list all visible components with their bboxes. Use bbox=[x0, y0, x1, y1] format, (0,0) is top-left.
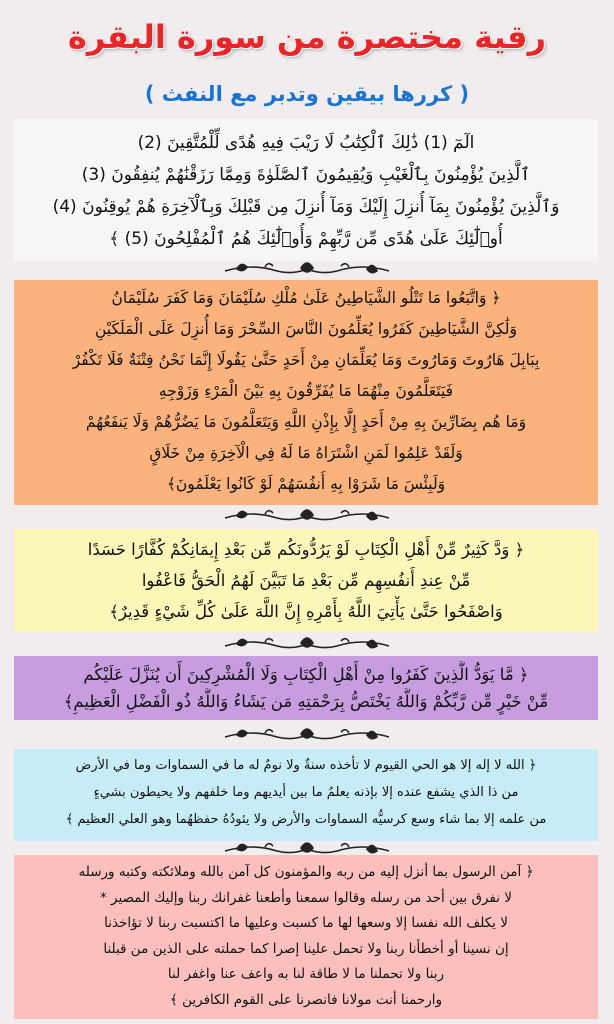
verse-line: ﴿ الله لا إله إلا هو الحي القيوم لا تأخذه سنةٌ ولا نومٌ له ما في السماوات وما في الأرض bbox=[75, 758, 537, 773]
floral-divider-icon bbox=[217, 506, 397, 526]
verse-line: وَمَا هُم بِضَارِّينَ بِهِ مِنْ أَحَدٍ إِلَّا بِإِذْنِ اللَّهِ وَيَتَعَلَّمُونَ مَا يَضُرُّهُمْ وَلَا يَنفَعُهُمْ bbox=[85, 413, 527, 431]
verse-line: ٱلَّذِينَ يُؤْمِنُونَ بِٱلْغَيْبِ وَيُقِيمُونَ ٱلصَّلَوٰةَ وَمِمَّا رَزَقْنَٰهُمْ يُنفِقُونَ (3) bbox=[81, 165, 531, 185]
verse-line: مِّنْ خَيْرٍ مِّن رَّبِّكُمْ وَاللَّهُ يَخْتَصُّ بِرَحْمَتِهِ مَن يَشَاءُ وَاللَّهُ ذُو الْفَضْلِ الْعَظِيمِ﴾ bbox=[63, 692, 549, 711]
verses-panel-1 bbox=[14, 119, 598, 261]
verse-line: وَٱلَّذِينَ يُؤْمِنُونَ بِمَآ أُنزِلَ إِلَيْكَ وَمَآ أُنزِلَ مِن قَبْلِكَ وَبِٱلْآخِرَةِ هُمْ يُوقِنُونَ (4) bbox=[52, 197, 560, 217]
verse-line: لا يكلف الله نفسا إلا وسعها لها ما كسبت وعليها ما اكتسبت ربنا لا تؤاخذنا bbox=[104, 915, 508, 931]
page-title: رقية مختصرة من سورة البقرة bbox=[68, 18, 546, 56]
floral-divider-icon bbox=[217, 725, 397, 745]
verse-line: أُو۟لَٰٓئِكَ عَلَىٰ هُدًى مِّن رَّبِّهِمْ وَأُو۟لَٰٓئِكَ هُمُ ٱلْمُفْلِحُونَ (5) ﴾ bbox=[109, 229, 503, 249]
floral-divider-icon bbox=[217, 259, 397, 279]
verse-line: ﴿ مَّا يَوَدُّ الَّذِينَ كَفَرُوا مِنْ أَهْلِ الْكِتَابِ وَلَا الْمُشْرِكِينَ أَن يُنَزَّلَ عَلَيْكُم bbox=[83, 665, 529, 684]
page-subtitle: ( كررها بيقين وتدبر مع النفث ) bbox=[144, 82, 470, 106]
verse-line: ربنا ولا تحملنا ما لا طاقة لنا به واعف عنا واغفر لنا bbox=[167, 966, 445, 982]
verse-line: وَلَقَدْ عَلِمُوا لَمَنِ اشْتَرَاهُ مَا لَهُ فِي الْآخِرَةِ مِنْ خَلَاقٍ bbox=[149, 444, 463, 462]
verses-panel-4 bbox=[14, 656, 598, 720]
verses-panel-2 bbox=[14, 280, 598, 505]
verse-line: وَلَبِئْسَ مَا شَرَوْا بِهِ أَنفُسَهُمْ لَوْ كَانُوا يَعْلَمُونَ﴾ bbox=[166, 475, 446, 493]
floral-divider-icon bbox=[217, 634, 397, 654]
verse-line: وَاصْفَحُوا حَتَّىٰ يَأْتِيَ اللَّهُ بِأَمْرِهِ إِنَّ اللَّهَ عَلَىٰ كُلِّ شَيْءٍ قَدِيرٌ﴾ bbox=[109, 602, 503, 621]
verses-panel-3 bbox=[14, 529, 598, 632]
verse-line: إن نسينا أو أخطأنا ربنا ولا تحمل علينا إصرا كما حملته على الذين من قبلنا bbox=[103, 940, 509, 957]
verse-line: ﴿ آمن الرسول بما أنزل إليه من ربه والمؤمنون كل آمن بالله وملائكته وكتبه ورسله bbox=[78, 864, 534, 880]
verses-panel-closing bbox=[14, 855, 598, 1019]
verse-line: ﴿ وَدَّ كَثِيرٌ مِّنْ أَهْلِ الْكِتَابِ لَوْ يَرُدُّونَكُم مِّن بَعْدِ إِيمَانِكُمْ كُفَّارًا حَسَدًا bbox=[87, 540, 525, 559]
verse-line: فَيَتَعَلَّمُونَ مِنْهُمَا مَا يُفَرِّقُونَ بِهِ بَيْنَ الْمَرْءِ وَزَوْجِهِ bbox=[158, 382, 454, 400]
verse-line: من ذا الذي يشفع عنده إلا بإذنه يعلمُ ما بين أيديهم وما خلفهم ولا يحيطون بشيءٍ bbox=[93, 785, 519, 800]
verse-line: ﴿ وَاتَّبَعُوا مَا تَتْلُو الشَّيَاطِينُ عَلَىٰ مُلْكِ سُلَيْمَانَ وَمَا كَفَرَ سُلَيْمَانُ bbox=[111, 289, 501, 307]
verse-line: من علمه إلا بما شاء وسع كرسيُّه السماوات والأرض ولا يئودُهُ حفظهُما وهو العلي العظيم ﴾ bbox=[65, 812, 547, 827]
verse-line: لا نفرق بين أحد من رسله وقالوا سمعنا وأطعنا غفرانك ربنا وإليك المصير * bbox=[100, 889, 512, 906]
verse-line: الٓمٓ (1) ذَٰلِكَ ٱلْكِتَٰبُ لَا رَيْبَ فِيهِ هُدًى لِّلْمُتَّقِينَ (2) bbox=[137, 133, 475, 153]
verse-line: وارحمنا أنت مولانا فانصرنا على القوم الكافرين ﴾ bbox=[169, 991, 443, 1008]
verse-line: بِبَابِلَ هَارُوتَ وَمَارُوتَ وَمَا يُعَلِّمَانِ مِنْ أَحَدٍ حَتَّىٰ يَقُولَا إِنَّمَا نَحْنُ فِتْنَةٌ فَلَا تَكْفُرْ bbox=[72, 351, 540, 369]
verse-line: وَلَٰكِنَّ الشَّيَاطِينَ كَفَرُوا يُعَلِّمُونَ النَّاسَ السِّحْرَ وَمَا أُنزِلَ عَلَى الْمَلَكَيْنِ bbox=[95, 320, 517, 338]
verses-panel-ayat-al-kursi bbox=[14, 749, 598, 841]
verse-line: مِّنْ عِندِ أَنفُسِهِم مِّن بَعْدِ مَا تَبَيَّنَ لَهُمُ الْحَقُّ فَاعْفُوا bbox=[141, 571, 471, 590]
